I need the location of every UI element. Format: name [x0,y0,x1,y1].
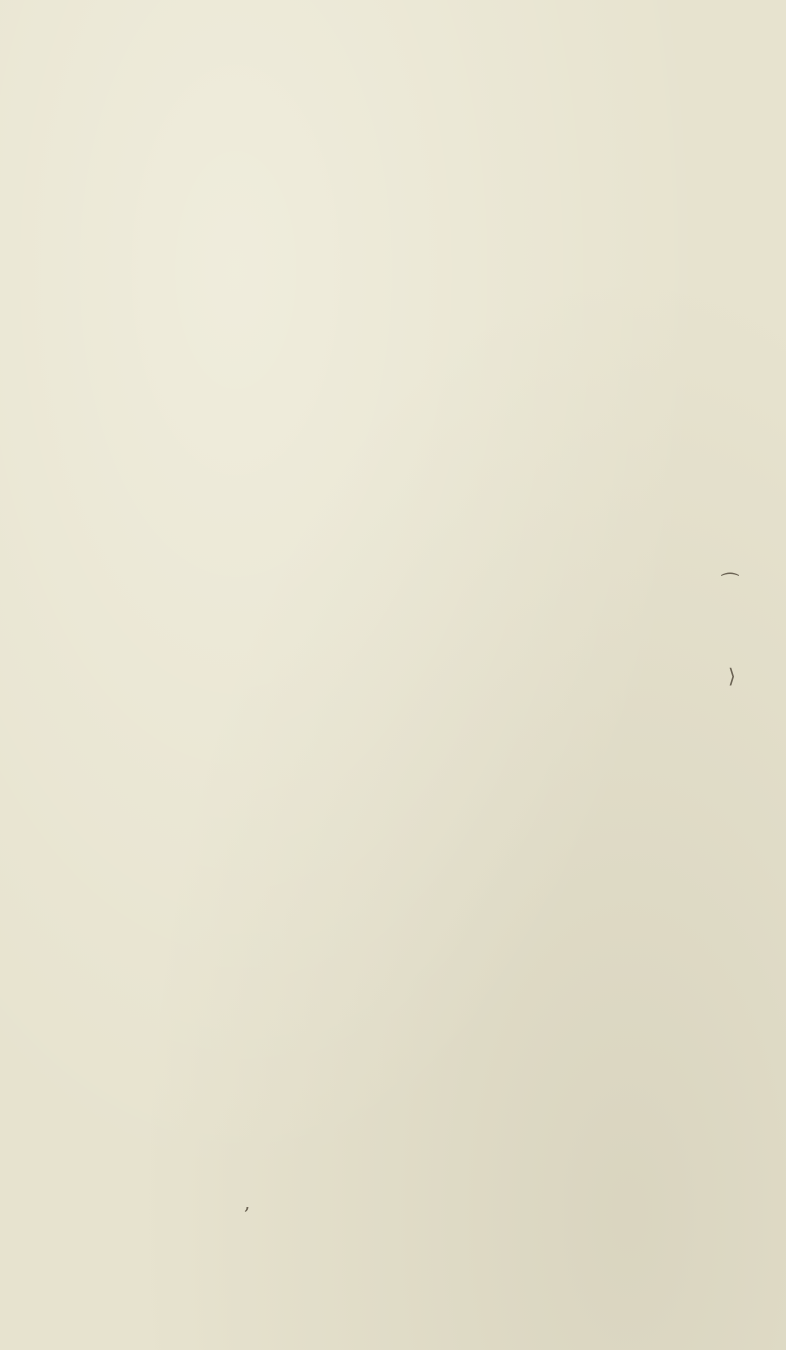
margin-mark: ⟩ [728,664,736,688]
page-number [350,14,380,45]
margin-mark: , [244,1190,251,1214]
margin-mark: ⁀ [722,572,739,596]
